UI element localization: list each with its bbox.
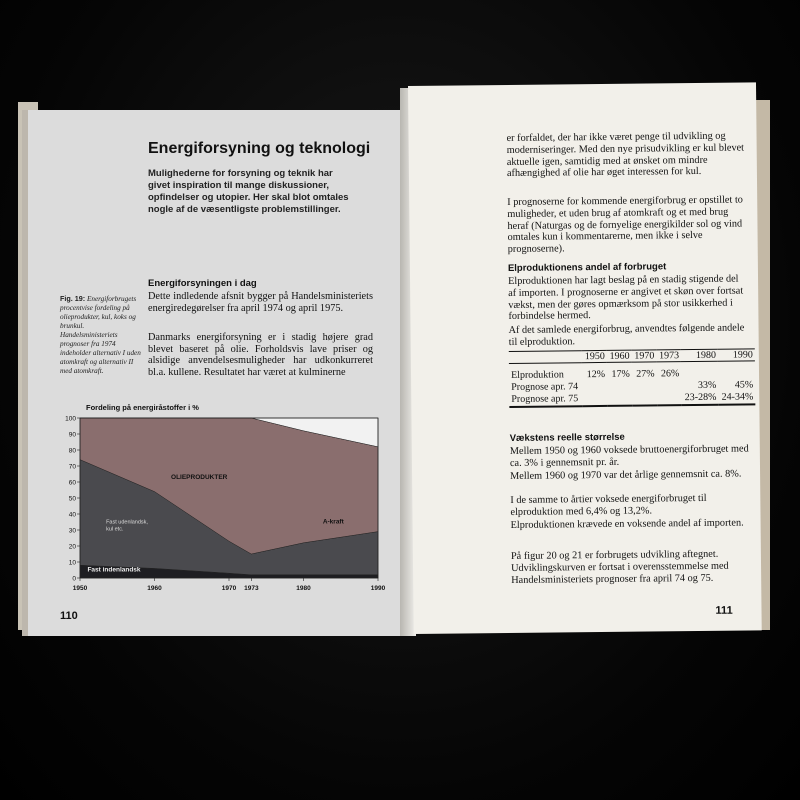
- table-cell: 24-34%: [718, 391, 755, 404]
- y-tick-label: 90: [68, 431, 76, 439]
- table-cell: [632, 392, 657, 405]
- table-cell: 17%: [611, 368, 630, 380]
- table-cell: 33%: [697, 379, 717, 391]
- table-cell: [657, 380, 682, 392]
- table-cell: Elproduktion: [510, 369, 564, 381]
- paragraph: Mellem 1950 og 1960 voksede bruttoenergiforbruget med ca. 3% i gennemsnit pr. år.: [509, 443, 749, 469]
- section-heading: Vækstens reelle størrelse: [509, 431, 625, 444]
- table-header: 1950: [582, 350, 607, 362]
- x-tick-label: 1960: [147, 585, 162, 592]
- paragraph: Elproduktionen har lagt beslag på en stadig stigende del af importen. I prognoserne er angivet et skøn over fortsat vækst, men der gøres opmærksom på stor usikkerhed i forbindelse hermed.: [507, 273, 744, 323]
- table-cell: 45%: [734, 379, 754, 391]
- paragraph: Mellem 1960 og 1970 var det årlige gennemsnit ca. 8%.: [510, 468, 742, 482]
- table-cell: [718, 367, 755, 379]
- y-tick-label: 60: [68, 479, 76, 487]
- table-header: [509, 351, 582, 364]
- table-cell: 27%: [636, 368, 655, 380]
- y-tick-label: 50: [68, 495, 76, 503]
- table-cell: Prognose apr. 75: [509, 393, 582, 407]
- y-tick-label: 10: [68, 559, 76, 567]
- table-cell: 12%: [586, 368, 606, 381]
- paragraph: er forfaldet, der har ikke været penge til udvikling og moderniseringer. Med den nye prisudvikling er kul blevet aktuelle igen, samtidig med at ønsket om mindre afhængighed af olie har øget interessen for kul.: [506, 130, 745, 180]
- paragraph: Danmarks energiforsyning er i stadig højere grad blevet baseret på olie. Forholdsvis lave priser og alsidige anvendelsesmuligheder har udkonkurreret bl.a. kullene. Resultatet har været at kulminerne: [148, 332, 373, 378]
- chart-title: Fordeling på energiråstoffer i %: [86, 403, 199, 412]
- table-cell: [582, 381, 607, 393]
- label-coal-foreign: kul etc.: [106, 526, 124, 533]
- paragraph: Af det samlede energiforbrug, anvendtes følgende andele til elproduktion.: [508, 322, 745, 348]
- y-tick-label: 20: [68, 543, 76, 551]
- y-tick-label: 0: [72, 575, 76, 583]
- label-coal-foreign: Fast udenlandsk,: [106, 519, 148, 526]
- table-header: 1990: [718, 349, 755, 361]
- electricity-share-table: [509, 348, 756, 408]
- paragraph: I prognoserne for kommende energiforbrug er opstillet to muligheder, et uden brug af atomkraft og et med brug heraf (Naturgas og de fornyelige energikilder sol og vind omtales kun i kommentarerne, men ikke i selve prognoserne).: [507, 194, 743, 256]
- paragraph: Dette indledende afsnit bygger på Handelsministeriets energiredegørelser fra april 1974 og april 1975.: [148, 291, 373, 314]
- label-coal-domestic: Fast indenlandsk: [87, 566, 141, 574]
- page-title: Energiforsyning og teknologi: [148, 140, 371, 157]
- x-tick-label: 1973: [244, 585, 259, 592]
- y-tick-label: 100: [65, 415, 76, 423]
- table-header: 1970: [632, 350, 657, 362]
- table-header: 1960: [607, 350, 632, 362]
- paragraph: Elproduktionen krævede en voksende andel af importen.: [510, 517, 744, 531]
- table-header: 1973: [656, 350, 681, 362]
- left-page: [28, 110, 408, 636]
- table-cell: [607, 381, 632, 393]
- label-oil: OLIEPRODUKTER: [171, 473, 228, 481]
- figure-caption: [60, 294, 142, 376]
- table-row: [509, 391, 755, 407]
- table-cell: [657, 392, 682, 405]
- paragraph: På figur 20 og 21 er forbrugets udvikling aftegnet. Udviklingskurven er fortsat i overensstemmelse med Handelsministeriets prognoser fra april 74 og 75.: [510, 548, 729, 586]
- caption-text: Energiforbrugets procentvise fordeling på olieprodukter, kul, koks og brunkul. Handelsministeriets prognoser fra 1974 indeholder alternativ I uden atomkraft og alternativ II med atomkraft.: [60, 295, 141, 375]
- page-number: 110: [60, 610, 78, 622]
- caption-label: Fig. 19:: [60, 294, 86, 303]
- y-tick-label: 80: [68, 447, 76, 455]
- section-heading: Energiforsyningen i dag: [148, 278, 257, 289]
- intro-text: Mulighederne for forsyning og teknik har givet inspiration til mange diskussioner, opfindelser og utopier. Her skal blot omtales nogle af de væsentligste problemstillinger.: [148, 168, 349, 215]
- table-cell: [681, 368, 718, 380]
- page-number: 111: [715, 604, 733, 617]
- right-page: [408, 82, 762, 634]
- x-tick-label: 1980: [296, 585, 311, 592]
- table-cell: 26%: [660, 368, 680, 380]
- section-heading: Elproduktionens andel af forbruget: [507, 261, 667, 274]
- table-cell: [607, 393, 632, 406]
- y-tick-label: 30: [68, 527, 76, 535]
- chart-svg: [48, 400, 388, 600]
- x-tick-label: 1970: [221, 585, 237, 592]
- table-header: 1980: [681, 349, 718, 361]
- table-cell: 23-28%: [682, 392, 719, 405]
- y-tick-label: 40: [68, 511, 76, 519]
- table-cell: [582, 393, 607, 406]
- x-tick-label: 1990: [370, 585, 386, 592]
- table-cell: [632, 380, 657, 392]
- y-tick-label: 70: [68, 463, 76, 471]
- label-nuclear: A-kraft: [322, 518, 344, 526]
- x-tick-label: 1950: [72, 585, 88, 592]
- table-cell: Prognose apr. 74: [511, 381, 579, 393]
- area-chart: [48, 400, 388, 600]
- paragraph: I de samme to årtier voksede energiforbruget til elproduktion med 6,4% og 13,2%.: [510, 492, 707, 518]
